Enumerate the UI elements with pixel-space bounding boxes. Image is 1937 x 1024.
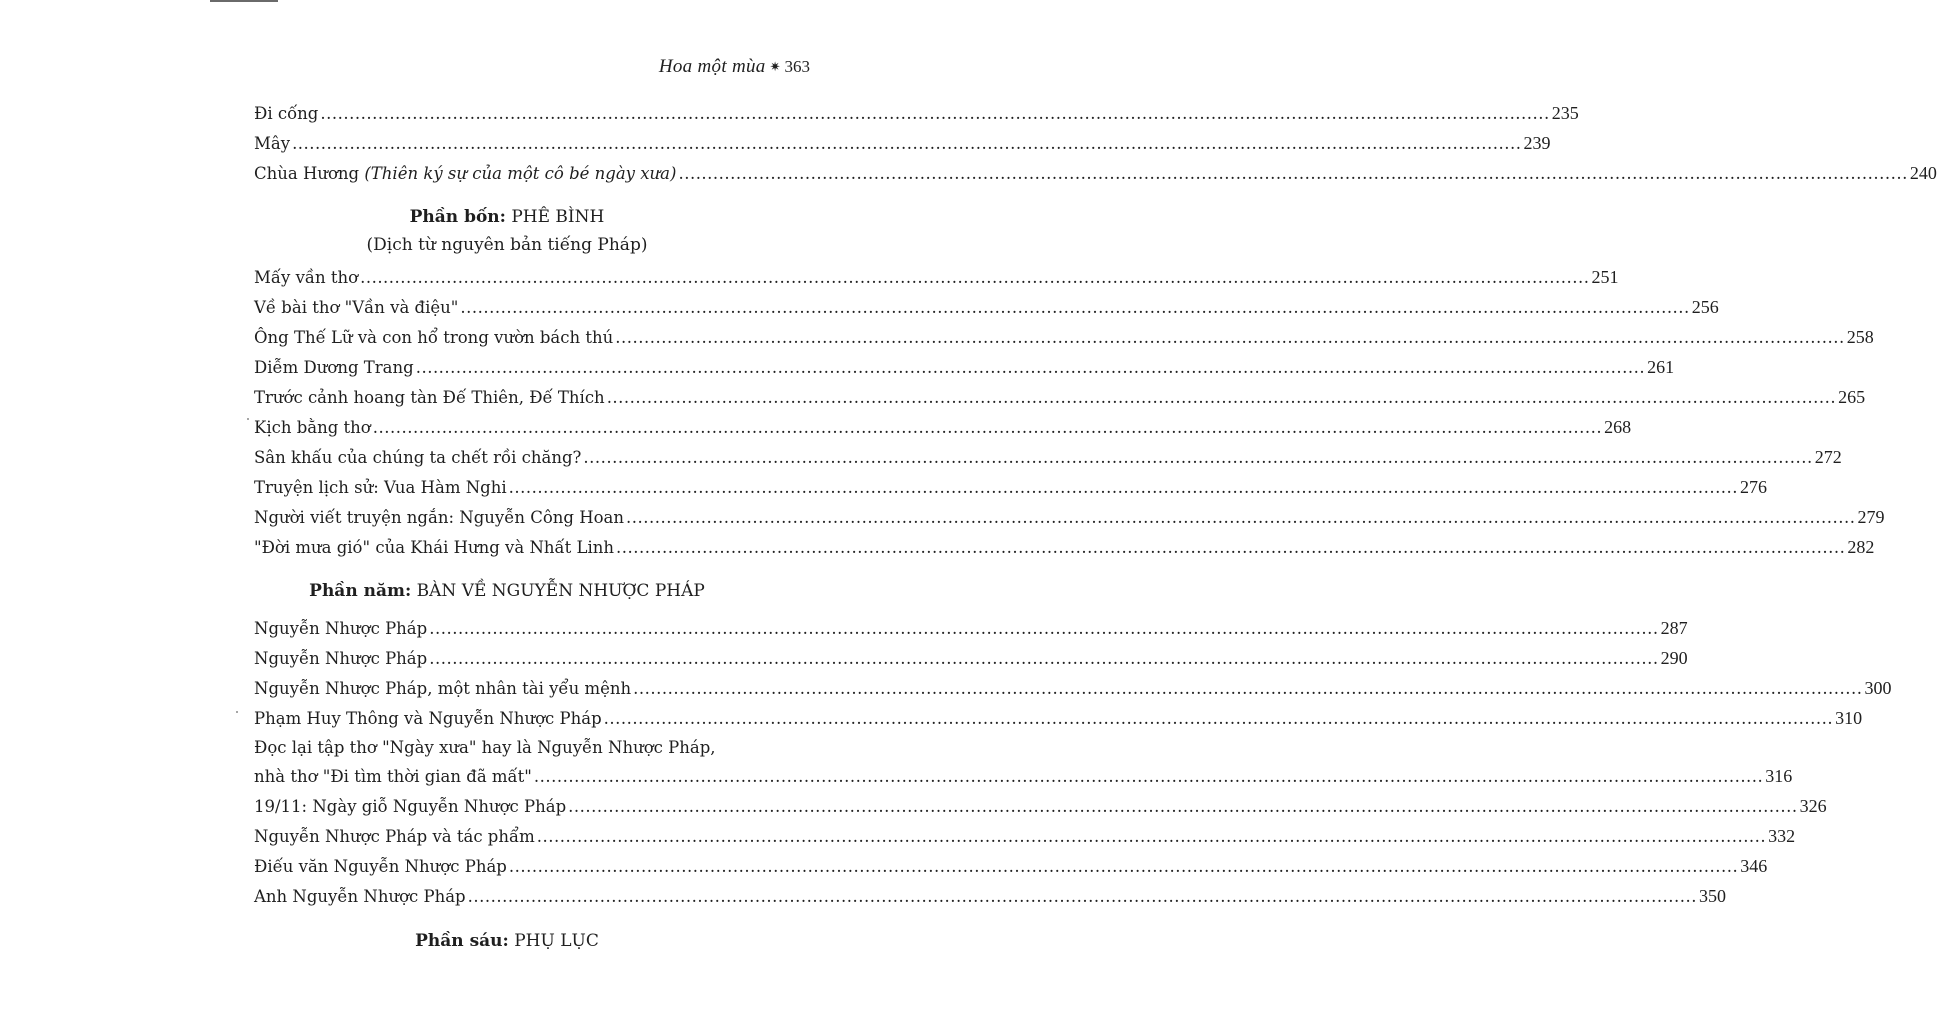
toc-entry-page: 276 xyxy=(1740,477,1768,497)
toc-entry-title: Nguyễn Nhược Pháp và tác phẩm xyxy=(254,827,535,846)
toc-entry-title: Nguyễn Nhược Pháp xyxy=(254,619,428,638)
leader-dots xyxy=(429,644,1658,674)
scan-speck xyxy=(236,711,238,713)
toc-entry-page: 279 xyxy=(1857,507,1885,527)
toc-entry[interactable] xyxy=(254,791,1827,822)
leader-dots xyxy=(320,99,1549,129)
toc-entry-page: 265 xyxy=(1838,387,1866,407)
toc-entry-title: Chùa Hương xyxy=(254,164,360,183)
toc-entry-page: 326 xyxy=(1799,796,1827,816)
toc-entry-title: Sân khấu của chúng ta chết rồi chăng? xyxy=(254,448,582,467)
toc-entry-title: Anh Nguyễn Nhược Pháp xyxy=(254,887,466,906)
part-five-heading xyxy=(254,576,760,606)
leader-dots xyxy=(292,129,1521,159)
toc-entry-page: 235 xyxy=(1551,103,1579,123)
part-six-lead: Phần sáu: xyxy=(415,931,509,951)
leader-dots xyxy=(509,473,1738,503)
toc-entry-page: 240 xyxy=(1909,163,1937,183)
toc-entry[interactable] xyxy=(254,98,1579,129)
toc-entry-page: 300 xyxy=(1864,678,1892,698)
leader-dots xyxy=(626,503,1855,533)
part-four-lead: Phần bốn: xyxy=(409,207,506,227)
running-head-book-title: Hoa một mùa xyxy=(658,56,766,77)
toc-entry[interactable] xyxy=(254,733,1793,792)
toc-entry-title: "Đời mưa gió" của Khái Hưng và Nhất Linh xyxy=(254,538,614,557)
toc-entry-title: Nguyễn Nhược Pháp xyxy=(254,649,428,668)
top-rule xyxy=(210,0,278,2)
toc-entry-title: Kịch bằng thơ xyxy=(254,418,371,437)
toc-entry[interactable] xyxy=(254,352,1675,383)
leader-dots xyxy=(373,413,1602,443)
part-four-heading xyxy=(254,202,760,232)
toc-entry[interactable] xyxy=(254,158,1937,189)
leader-dots xyxy=(360,263,1589,293)
ornament-icon: ✷ xyxy=(769,60,781,75)
leader-dots xyxy=(607,383,1836,413)
leader-dots xyxy=(583,443,1812,473)
leader-dots xyxy=(568,792,1797,822)
leader-dots xyxy=(429,614,1658,644)
toc-entry-title: Điếu văn Nguyễn Nhược Pháp xyxy=(254,857,507,876)
leader-dots xyxy=(633,674,1862,704)
part-five-lead: Phần năm: xyxy=(309,581,412,601)
toc-entry[interactable] xyxy=(254,382,1866,413)
toc-entry-title: Ông Thế Lữ và con hổ trong vườn bách thú xyxy=(254,328,614,347)
toc-entry-subtitle: (Thiên ký sự của một cô bé ngày xưa) xyxy=(364,164,677,183)
toc-entry-page: 346 xyxy=(1740,856,1768,876)
toc-entry-page: 261 xyxy=(1647,357,1675,377)
leader-dots xyxy=(537,822,1766,852)
toc-entry[interactable] xyxy=(254,292,1719,323)
toc-entry[interactable] xyxy=(254,502,1885,533)
toc-entry-title: Mấy vần thơ xyxy=(254,268,359,287)
part-six-title: PHỤ LỤC xyxy=(514,931,599,951)
toc-entry-page: 287 xyxy=(1660,618,1688,638)
leader-dots xyxy=(468,882,1697,912)
toc-entry[interactable] xyxy=(254,322,1874,353)
part-six-heading xyxy=(254,926,760,956)
toc-entry-title: Truyện lịch sử: Vua Hàm Nghi xyxy=(254,478,507,497)
running-head xyxy=(659,55,810,81)
toc-entry[interactable] xyxy=(254,703,1863,734)
toc-entry-page: 310 xyxy=(1835,708,1863,728)
scan-speck xyxy=(247,418,249,420)
toc-entry-title-line1: Đọc lại tập thơ "Ngày xưa" hay là Nguyễn Nhược Pháp, xyxy=(254,738,716,757)
leader-dots xyxy=(678,159,1907,189)
toc-entry-title: Đi cống xyxy=(254,104,319,123)
leader-dots xyxy=(509,852,1738,882)
running-head-page-number: 363 xyxy=(784,57,810,76)
toc-entry[interactable] xyxy=(254,851,1768,882)
toc-entry-title: nhà thơ "Đi tìm thời gian đã mất" xyxy=(254,767,532,786)
toc-entry-page: 258 xyxy=(1846,327,1874,347)
toc-entry-title: Diễm Dương Trang xyxy=(254,358,414,377)
leader-dots xyxy=(460,293,1689,323)
toc-entry-page: 256 xyxy=(1691,297,1719,317)
toc-entry[interactable] xyxy=(254,262,1619,293)
toc-entry-title: Người viết truyện ngắn: Nguyễn Công Hoan xyxy=(254,508,625,527)
toc-entry-title: Phạm Huy Thông và Nguyễn Nhược Pháp xyxy=(254,709,602,728)
toc-entry-page: 316 xyxy=(1765,766,1793,786)
toc-entry[interactable] xyxy=(254,613,1688,644)
toc-entry[interactable] xyxy=(254,673,1892,704)
leader-dots xyxy=(534,762,1763,792)
toc-entry-page: 332 xyxy=(1768,826,1796,846)
toc-entry[interactable] xyxy=(254,881,1727,912)
toc-entry-title: Về bài thơ "Vần và điệu" xyxy=(254,298,459,317)
leader-dots xyxy=(615,323,1844,353)
leader-dots xyxy=(604,704,1833,734)
toc-entry[interactable] xyxy=(254,643,1688,674)
toc-entry[interactable] xyxy=(254,821,1796,852)
toc-entry-title: Mây xyxy=(254,134,291,153)
toc-entry-page: 268 xyxy=(1604,417,1632,437)
toc-entry-page: 239 xyxy=(1523,133,1551,153)
toc-entry-page: 251 xyxy=(1591,267,1619,287)
toc-entry-page: 282 xyxy=(1847,537,1875,557)
toc-entry-page: 350 xyxy=(1699,886,1727,906)
toc-entry[interactable] xyxy=(254,412,1632,443)
toc-entry-page: 290 xyxy=(1660,648,1688,668)
leader-dots xyxy=(616,533,1845,563)
part-five-title: BÀN VỀ NGUYỄN NHƯỢC PHÁP xyxy=(416,581,705,601)
toc-entry-page: 272 xyxy=(1814,447,1842,467)
toc-entry[interactable] xyxy=(254,128,1551,159)
leader-dots xyxy=(416,353,1645,383)
toc-entry-title: Trước cảnh hoang tàn Đế Thiên, Đế Thích xyxy=(254,388,605,407)
toc-entry-title: 19/11: Ngày giỗ Nguyễn Nhược Pháp xyxy=(254,797,567,816)
part-four-subtitle: (Dịch từ nguyên bản tiếng Pháp) xyxy=(366,235,648,255)
toc-entry[interactable] xyxy=(254,442,1842,473)
toc-entry[interactable] xyxy=(254,532,1875,563)
toc-entry[interactable] xyxy=(254,472,1768,503)
toc-entry-title: Nguyễn Nhược Pháp, một nhân tài yểu mệnh xyxy=(254,679,632,698)
part-four-title: PHÊ BÌNH xyxy=(511,207,605,227)
